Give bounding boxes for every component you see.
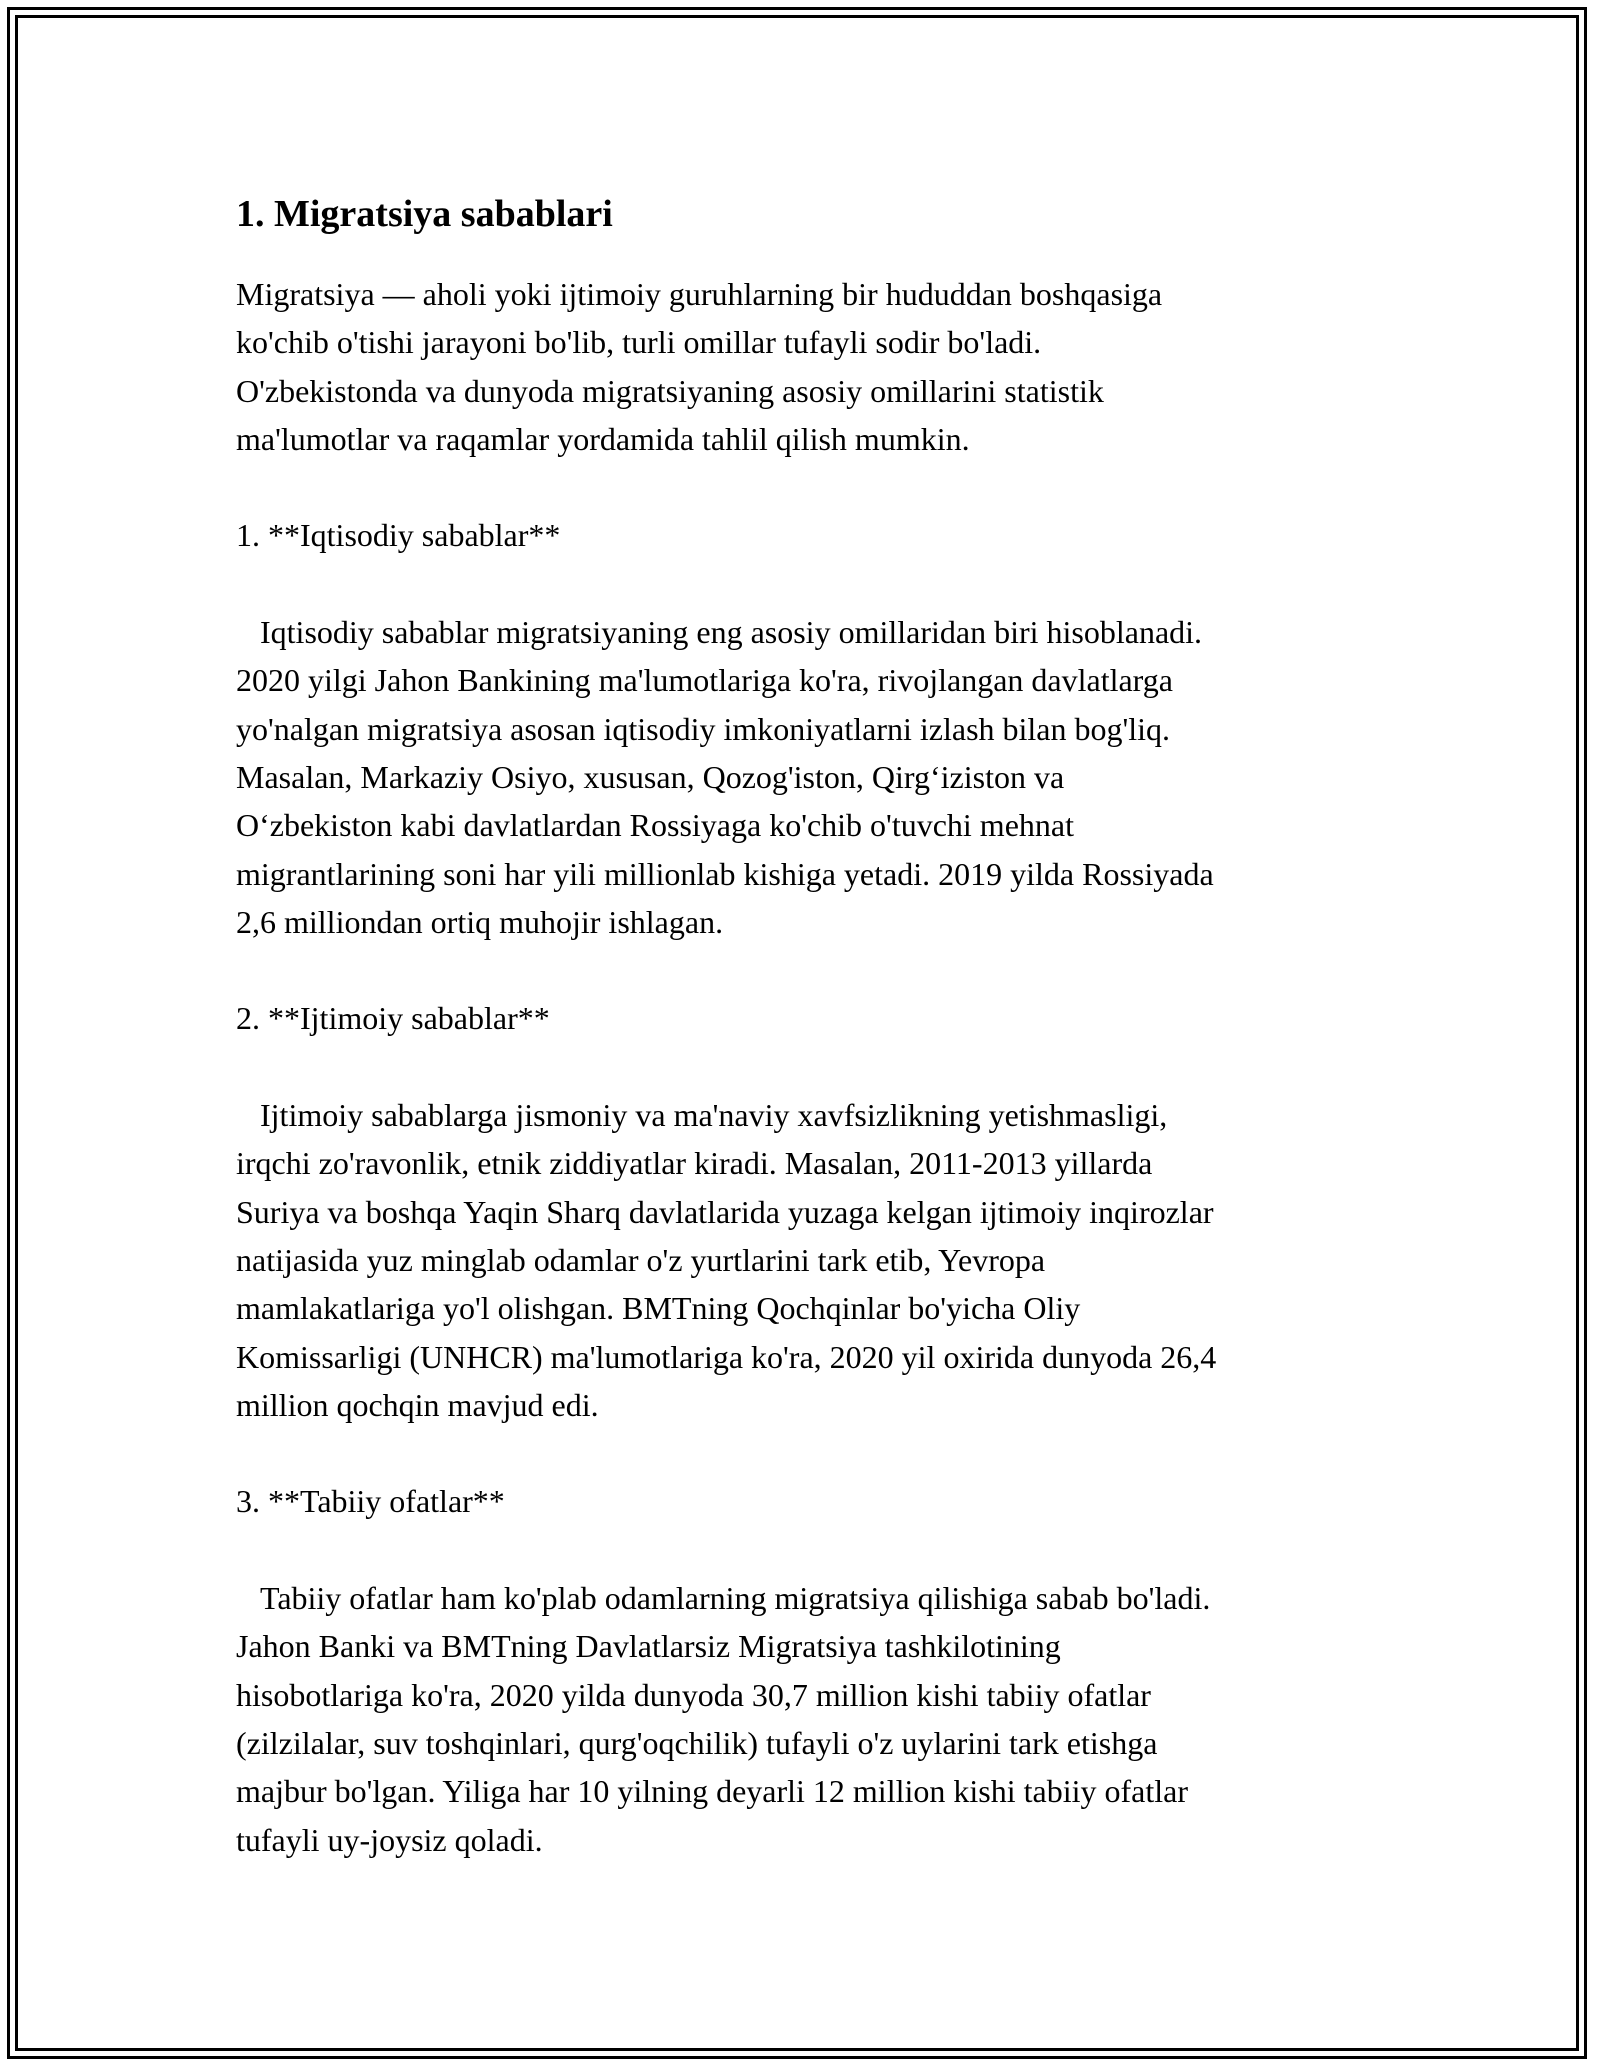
section-heading-economic: 1. **Iqtisodiy sabablar** xyxy=(236,517,561,554)
paragraph-gap xyxy=(236,946,1386,994)
section-heading-natural-disasters: 3. **Tabiiy ofatlar** xyxy=(236,1483,505,1520)
section-body-economic: Iqtisodiy sabablar migratsiyaning eng asosiy omillaridan biri hisoblanadi. 2020 yilgi Jahon Bankining ma'lumotlariga ko'ra, rivojlangan davlatlarga yo'nalgan migratsiya asosan iqtisodiy imkoniyatlarni izlash bilan bog'liq. Masalan, Markaziy Osiyo, xususan, Qozog'iston, Qirg‘iziston va O‘zbekiston kabi davlatlardan Rossiyaga ko'chib o'tuvchi mehnat migrantlarining soni har yili millionlab kishiga yetadi. 2019 yilda Rossiyada 2,6 milliondan ortiq muhojir ishlagan. xyxy=(236,614,1214,940)
section-heading-social: 2. **Ijtimoiy sabablar** xyxy=(236,1000,550,1037)
section-body-social: Ijtimoiy sabablarga jismoniy va ma'naviy xavfsizlikning yetishmasligi, irqchi zo'ravonlik, etnik ziddiyatlar kiradi. Masalan, 2011-2013 yillarda Suriya va boshqa Yaqin Sharq davlatlarida yuzaga kelgan ijtimoiy inqirozlar natijasida yuz minglab odamlar o'z yurtlarini tark etib, Yevropa mamlakatlariga yo'l olishgan. BMTning Qochqinlar bo'yicha Oliy Komissarligi (UNHCR) ma'lumotlariga ko'ra, 2020 yil oxirida dunyoda 26,4 million qochqin mavjud edi. xyxy=(236,1097,1217,1423)
paragraph-gap xyxy=(236,560,1386,608)
paragraph-gap xyxy=(236,1429,1386,1477)
paragraph-gap xyxy=(236,463,1386,511)
document-body xyxy=(236,188,1386,1864)
paragraph-gap xyxy=(236,1526,1386,1574)
intro-paragraph: Migratsiya — aholi yoki ijtimoiy guruhlarning bir hududdan boshqasiga ko'chib o'tishi jarayoni bo'lib, turli omillar tufayli sodir bo'ladi. O'zbekistonda va dunyoda migratsiyaning asosiy omillarini statistik ma'lumotlar va raqamlar yordamida tahlil qilish mumkin. xyxy=(236,276,1163,457)
document-title: 1. Migratsiya sabablari xyxy=(236,193,613,235)
section-body-natural-disasters: Tabiiy ofatlar ham ko'plab odamlarning migratsiya qilishiga sabab bo'ladi. Jahon Banki va BMTning Davlatlarsiz Migratsiya tashkilotining hisobotlariga ko'ra, 2020 yilda dunyoda 30,7 million kishi tabiiy ofatlar (zilzilalar, suv toshqinlari, qurg'oqchilik) tufayli o'z uylarini tark etishga majbur bo'lgan. Yiliga har 10 yilning deyarli 12 million kishi tabiiy ofatlar tufayli uy-joysiz qoladi. xyxy=(236,1580,1211,1858)
paragraph-gap xyxy=(236,1043,1386,1091)
